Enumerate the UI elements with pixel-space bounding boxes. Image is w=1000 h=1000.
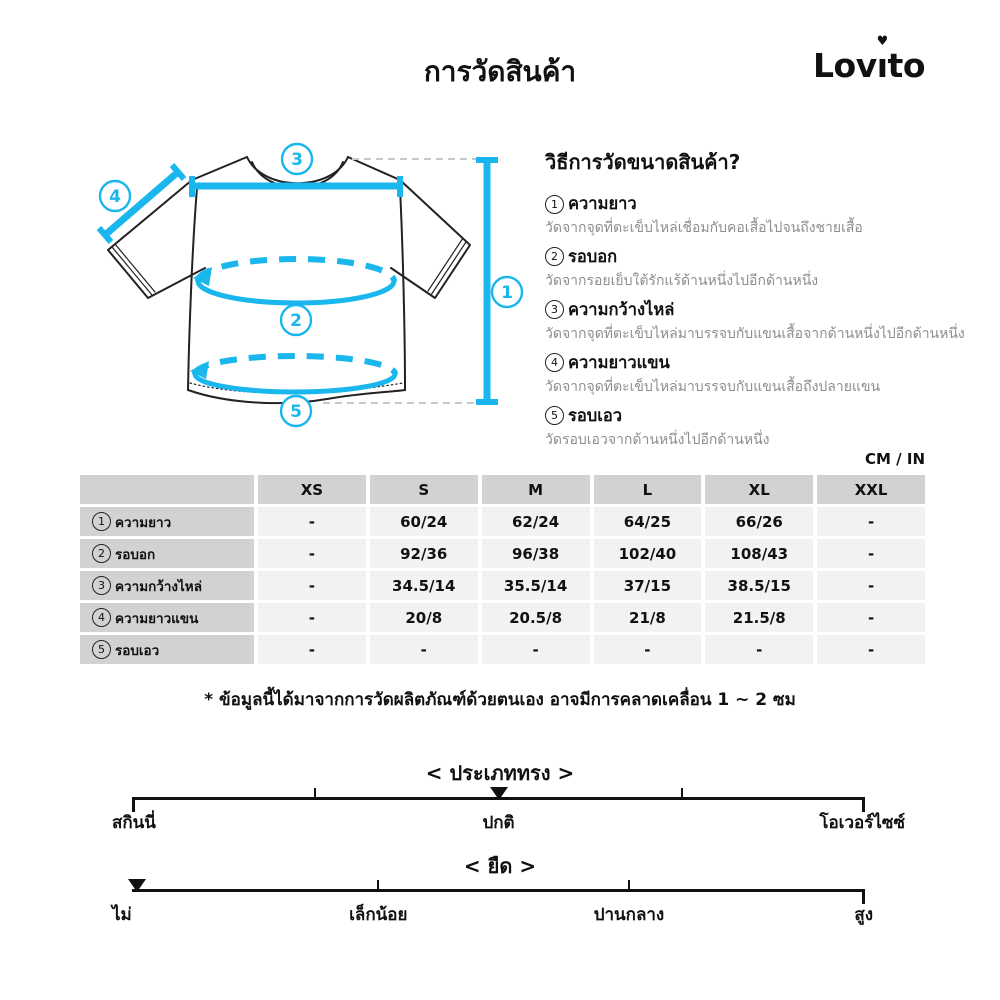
table-cell: - (258, 539, 366, 568)
fit-scale-marker (490, 787, 508, 800)
scale-label-slight: เล็กน้อย (349, 905, 408, 925)
instruction-desc: วัดรอบเอวจากด้านหนึ่งไปอีกด้านหนึ่ง (545, 431, 770, 448)
scale-tick (681, 788, 683, 799)
table-cell: - (258, 635, 366, 664)
table-header-xl: XL (705, 475, 813, 504)
chest-girth-measure (193, 259, 394, 303)
table-cell: 64/25 (594, 507, 702, 536)
instruction-desc: วัดจากรอยเย็บใต้รักแร้ด้านหนึ่งไปอีกด้านหนึ่ง (545, 272, 819, 289)
scale-label-skinny: สกินนี่ (112, 813, 156, 833)
fit-scale-labels (112, 809, 905, 835)
waist-girth-measure (190, 356, 395, 392)
scale-label-regular: ปกติ (482, 813, 515, 833)
unit-label: CM / IN (865, 450, 925, 468)
tshirt-outline (108, 157, 470, 403)
table-cell: - (258, 507, 366, 536)
table-cell: 37/15 (594, 571, 702, 600)
page-title: การวัดสินค้า (423, 55, 577, 88)
table-header-s: S (370, 475, 478, 504)
scale-label-oversize: โอเวอร์ไซซ์ (819, 813, 905, 833)
stretch-scale-heading: < ยืด > (463, 854, 537, 878)
instruction-desc: วัดจากจุดที่ตะเข็บไหล่มาบรรจบกับแขนเสื้อจากด้านหนึ่งไปอีกด้านหนึ่ง (545, 325, 965, 342)
table-cell: 35.5/14 (482, 571, 590, 600)
circled-number: 1 (545, 195, 564, 214)
marker-4 (100, 181, 130, 211)
table-cell: 66/26 (705, 507, 813, 536)
row-label-chest: 2 รอบอก (80, 539, 254, 568)
stretch-scale-marker (128, 879, 146, 892)
table-cell: 96/38 (482, 539, 590, 568)
table-header-l: L (594, 475, 702, 504)
row-label-waist: 5 รอบเอว (80, 635, 254, 664)
table-header-m: M (482, 475, 590, 504)
table-header-empty (80, 475, 254, 504)
svg-text:3: 3 (291, 150, 303, 170)
marker-1 (492, 277, 522, 307)
scale-tick (628, 880, 630, 891)
table-cell: 20/8 (370, 603, 478, 632)
table-cell: - (482, 635, 590, 664)
table-cell: - (817, 539, 925, 568)
instruction-item-shoulder: 3 ความกว้างไหล่ วัดจากจุดที่ตะเข็บไหล่มาบรรจบกับแขนเสื้อจากด้านหนึ่งไปอีกด้านหนึ่ง (545, 297, 975, 344)
table-cell: 21/8 (594, 603, 702, 632)
table-cell: - (258, 603, 366, 632)
instruction-item-waist: 5 รอบเอว วัดรอบเอวจากด้านหนึ่งไปอีกด้านหนึ่ง (545, 403, 975, 450)
instructions-heading: วิธีการวัดขนาดสินค้า? (545, 150, 741, 174)
garment-length-measure (476, 160, 498, 402)
scale-label-none: ไม่ (112, 905, 132, 925)
scale-label-medium: ปานกลาง (593, 905, 665, 925)
svg-text:4: 4 (109, 187, 121, 207)
table-cell: - (817, 571, 925, 600)
instruction-item-sleeve: 4 ความยาวแขน วัดจากจุดที่ตะเข็บไหล่มาบรรจบกับแขนเสื้อถึงปลายแขน (545, 350, 975, 397)
table-cell: 20.5/8 (482, 603, 590, 632)
row-label-sleeve: 4 ความยาวแขน (80, 603, 254, 632)
table-cell: - (817, 507, 925, 536)
measurement-instructions (545, 146, 975, 455)
table-cell: - (258, 571, 366, 600)
tshirt-measurement-diagram (75, 140, 540, 430)
circled-number: 5 (545, 406, 564, 425)
row-label-length: 1 ความยาว (80, 507, 254, 536)
table-cell: 92/36 (370, 539, 478, 568)
instruction-desc: วัดจากจุดที่ตะเข็บไหล่มาบรรจบกับแขนเสื้อถึงปลายแขน (545, 378, 881, 395)
scale-tick (377, 880, 379, 891)
circled-number: 4 (545, 353, 564, 372)
table-cell: 108/43 (705, 539, 813, 568)
scale-tick (314, 788, 316, 799)
brand-logo: Lovı ♥ to (813, 34, 925, 85)
table-cell: 21.5/8 (705, 603, 813, 632)
svg-text:2: 2 (290, 311, 302, 331)
table-cell: 60/24 (370, 507, 478, 536)
table-cell: 62/24 (482, 507, 590, 536)
table-header-xxl: XXL (817, 475, 925, 504)
marker-2 (281, 305, 311, 335)
measurement-note: * ข้อมูลนี้ได้มาจากการวัดผลิตภัณฑ์ด้วยตนเอง อาจมีการคลาดเคลื่อน 1 ~ 2 ซม (204, 690, 796, 710)
heart-icon: ♥ (876, 34, 888, 49)
row-label-shoulder: 3 ความกว้างไหล่ (80, 571, 254, 600)
stretch-scale-labels (112, 901, 873, 927)
instruction-item-chest: 2 รอบอก วัดจากรอยเย็บใต้รักแร้ด้านหนึ่งไปอีกด้านหนึ่ง (545, 244, 975, 291)
instruction-desc: วัดจากจุดที่ตะเข็บไหล่เชื่อมกับคอเสื้อไปจนถึงชายเสื้อ (545, 220, 863, 236)
svg-text:5: 5 (290, 402, 302, 422)
marker-5 (281, 396, 311, 426)
table-cell: 102/40 (594, 539, 702, 568)
marker-3 (282, 144, 312, 174)
shoulder-width-measure (192, 176, 400, 197)
circled-number: 3 (545, 300, 564, 319)
table-cell: 34.5/14 (370, 571, 478, 600)
size-table (80, 475, 925, 664)
table-cell: - (817, 635, 925, 664)
fit-scale-heading: < ประเภททรง > (425, 761, 575, 785)
table-header-xs: XS (258, 475, 366, 504)
table-cell: - (594, 635, 702, 664)
scale-label-high: สูง (854, 905, 873, 925)
table-cell: - (817, 603, 925, 632)
instruction-item-length: 1 ความยาว วัดจากจุดที่ตะเข็บไหล่เชื่อมกับคอเสื้อไปจนถึงชายเสื้อ (545, 191, 975, 238)
svg-text:1: 1 (501, 283, 513, 303)
circled-number: 2 (545, 247, 564, 266)
table-cell: - (370, 635, 478, 664)
table-cell: - (705, 635, 813, 664)
table-cell: 38.5/15 (705, 571, 813, 600)
